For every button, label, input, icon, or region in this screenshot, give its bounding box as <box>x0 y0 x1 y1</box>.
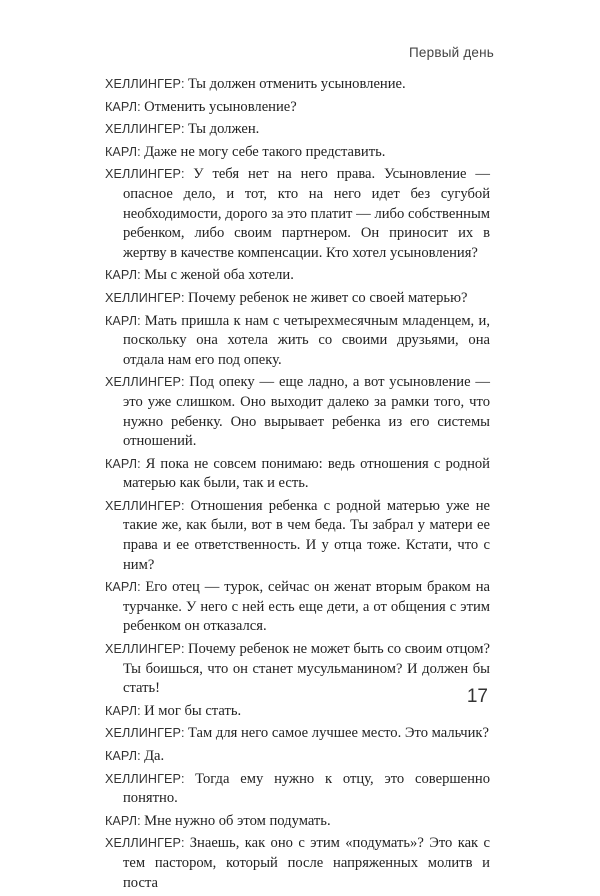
speaker-separator: : <box>137 99 145 114</box>
speaker-name: КАРЛ <box>105 456 138 471</box>
speaker-name: ХЕЛЛИНГЕР <box>105 498 181 513</box>
dialogue-entry <box>105 165 490 263</box>
utterance-text: У тебя нет на него права. Усыновление — опасное дело, и тот, кто на него идет без сугубой необходимости, дорого за это платит — либо собственным ребенком, либо своим партнером. Он приносит их в жертву в качестве компенсации. Кто хотел усыновления? <box>123 166 491 261</box>
speaker-separator: : <box>181 642 189 657</box>
speaker-separator: : <box>181 167 194 182</box>
dialogue-entry <box>105 747 490 767</box>
page-number: 17 <box>466 686 488 707</box>
speaker-name: КАРЛ <box>105 268 138 283</box>
dialogue-entry <box>105 455 490 494</box>
utterance-text: И мог бы стать. <box>144 702 242 719</box>
utterance-text: Мы с женой оба хотели. <box>144 267 294 284</box>
speaker-separator: : <box>137 749 145 763</box>
speaker-name: КАРЛ <box>105 99 138 114</box>
utterance-text: Под опеку — еще ладно, а вот усыновление — это уже слишком. Оно выходит далеко за рамки того, что нужно ребенку. Оно вырывает ребенка из его системы отношений. <box>123 374 491 450</box>
utterance-text: Почему ребенок не живет со своей матерью? <box>188 289 468 306</box>
speaker-separator: : <box>181 726 188 741</box>
utterance-text: Ты должен отменить усыновление. <box>188 76 406 92</box>
speaker-separator: : <box>181 375 190 390</box>
dialogue-body <box>105 75 490 896</box>
speaker-separator: : <box>181 836 190 851</box>
speaker-separator: : <box>181 77 188 91</box>
dialogue-entry <box>105 120 490 140</box>
speaker-name: ХЕЛЛИНГЕР <box>105 290 181 305</box>
utterance-text: Да. <box>144 748 165 764</box>
dialogue-entry <box>105 812 490 832</box>
speaker-separator: : <box>137 144 145 159</box>
speaker-separator: : <box>181 498 191 513</box>
utterance-text: Почему ребенок не может быть со своим отцом? Ты боишься, что он станет мусульманином? И должен бы стать! <box>123 641 490 697</box>
speaker-separator: : <box>137 313 145 328</box>
dialogue-entry <box>105 770 490 809</box>
speaker-name: КАРЛ <box>105 313 138 328</box>
dialogue-entry <box>105 578 490 637</box>
speaker-name: ХЕЛЛИНГЕР <box>105 771 181 786</box>
speaker-name: ХЕЛЛИНГЕР <box>105 77 181 91</box>
utterance-text: Там для него самое лучшее место. Это мальчик? <box>188 725 489 742</box>
speaker-separator: : <box>137 456 146 471</box>
utterance-text: Знаешь, как оно с этим «подумать»? Это как с тем пастором, который после напряженных молитв и поста <box>123 835 490 891</box>
dialogue-entry <box>105 640 490 699</box>
speaker-separator: : <box>137 703 145 718</box>
dialogue-entry <box>105 266 490 286</box>
speaker-separator: : <box>137 813 145 828</box>
utterance-text: Мне нужно об этом подумать. <box>144 812 331 829</box>
speaker-name: КАРЛ <box>105 580 138 595</box>
dialogue-entry <box>105 373 490 451</box>
speaker-name: ХЕЛЛИНГЕР <box>105 726 181 741</box>
utterance-text: Его отец — турок, сейчас он женат вторым браком на турчанке. У него с ней есть еще дети, а от общения с этим ребенком он отказался. <box>123 579 490 635</box>
speaker-separator: : <box>181 122 188 137</box>
dialogue-entry <box>105 312 490 371</box>
dialogue-entry <box>105 98 490 118</box>
speaker-name: КАРЛ <box>105 749 138 763</box>
dialogue-entry <box>105 834 490 893</box>
speaker-name: КАРЛ <box>105 703 138 718</box>
speaker-separator: : <box>181 290 188 305</box>
utterance-text: Отношения ребенка с родной матерью уже не такие же, как были, вот в чем беда. Ты забрал у матери ее права и ее ответственность. И у отца тоже. Кстати, что с ним? <box>123 497 490 573</box>
utterance-text: Тогда ему нужно к отцу, это совершенно понятно. <box>123 770 490 807</box>
dialogue-entry <box>105 289 490 309</box>
utterance-text: Отменить усыновление? <box>144 98 297 115</box>
speaker-separator: : <box>137 580 146 595</box>
speaker-separator: : <box>137 268 145 283</box>
speaker-name: ХЕЛЛИНГЕР <box>105 375 181 390</box>
speaker-name: ХЕЛЛИНГЕР <box>105 122 181 137</box>
dialogue-entry <box>105 497 490 575</box>
speaker-name: КАРЛ <box>105 813 138 828</box>
speaker-name: ХЕЛЛИНГЕР <box>105 836 181 851</box>
dialogue-entry <box>105 143 490 163</box>
dialogue-entry <box>105 702 490 722</box>
dialogue-entry <box>105 724 490 744</box>
dialogue-entry <box>105 75 490 95</box>
utterance-text: Ты должен. <box>188 121 260 138</box>
speaker-name: КАРЛ <box>105 144 138 159</box>
utterance-text: Даже не могу себе такого представить. <box>144 143 386 160</box>
utterance-text: Мать пришла к нам с четырехмесячным младенцем, и, поскольку она хотела жить со своими друзьями, она отдала нам его под опеку. <box>123 312 491 368</box>
speaker-name: ХЕЛЛИНГЕР <box>105 642 181 657</box>
speaker-name: ХЕЛЛИНГЕР <box>105 167 181 182</box>
running-header: Первый день <box>409 45 494 60</box>
utterance-text: Я пока не совсем понимаю: ведь отношения с родной матерью как были, так и есть. <box>123 455 490 492</box>
speaker-separator: : <box>181 771 196 786</box>
